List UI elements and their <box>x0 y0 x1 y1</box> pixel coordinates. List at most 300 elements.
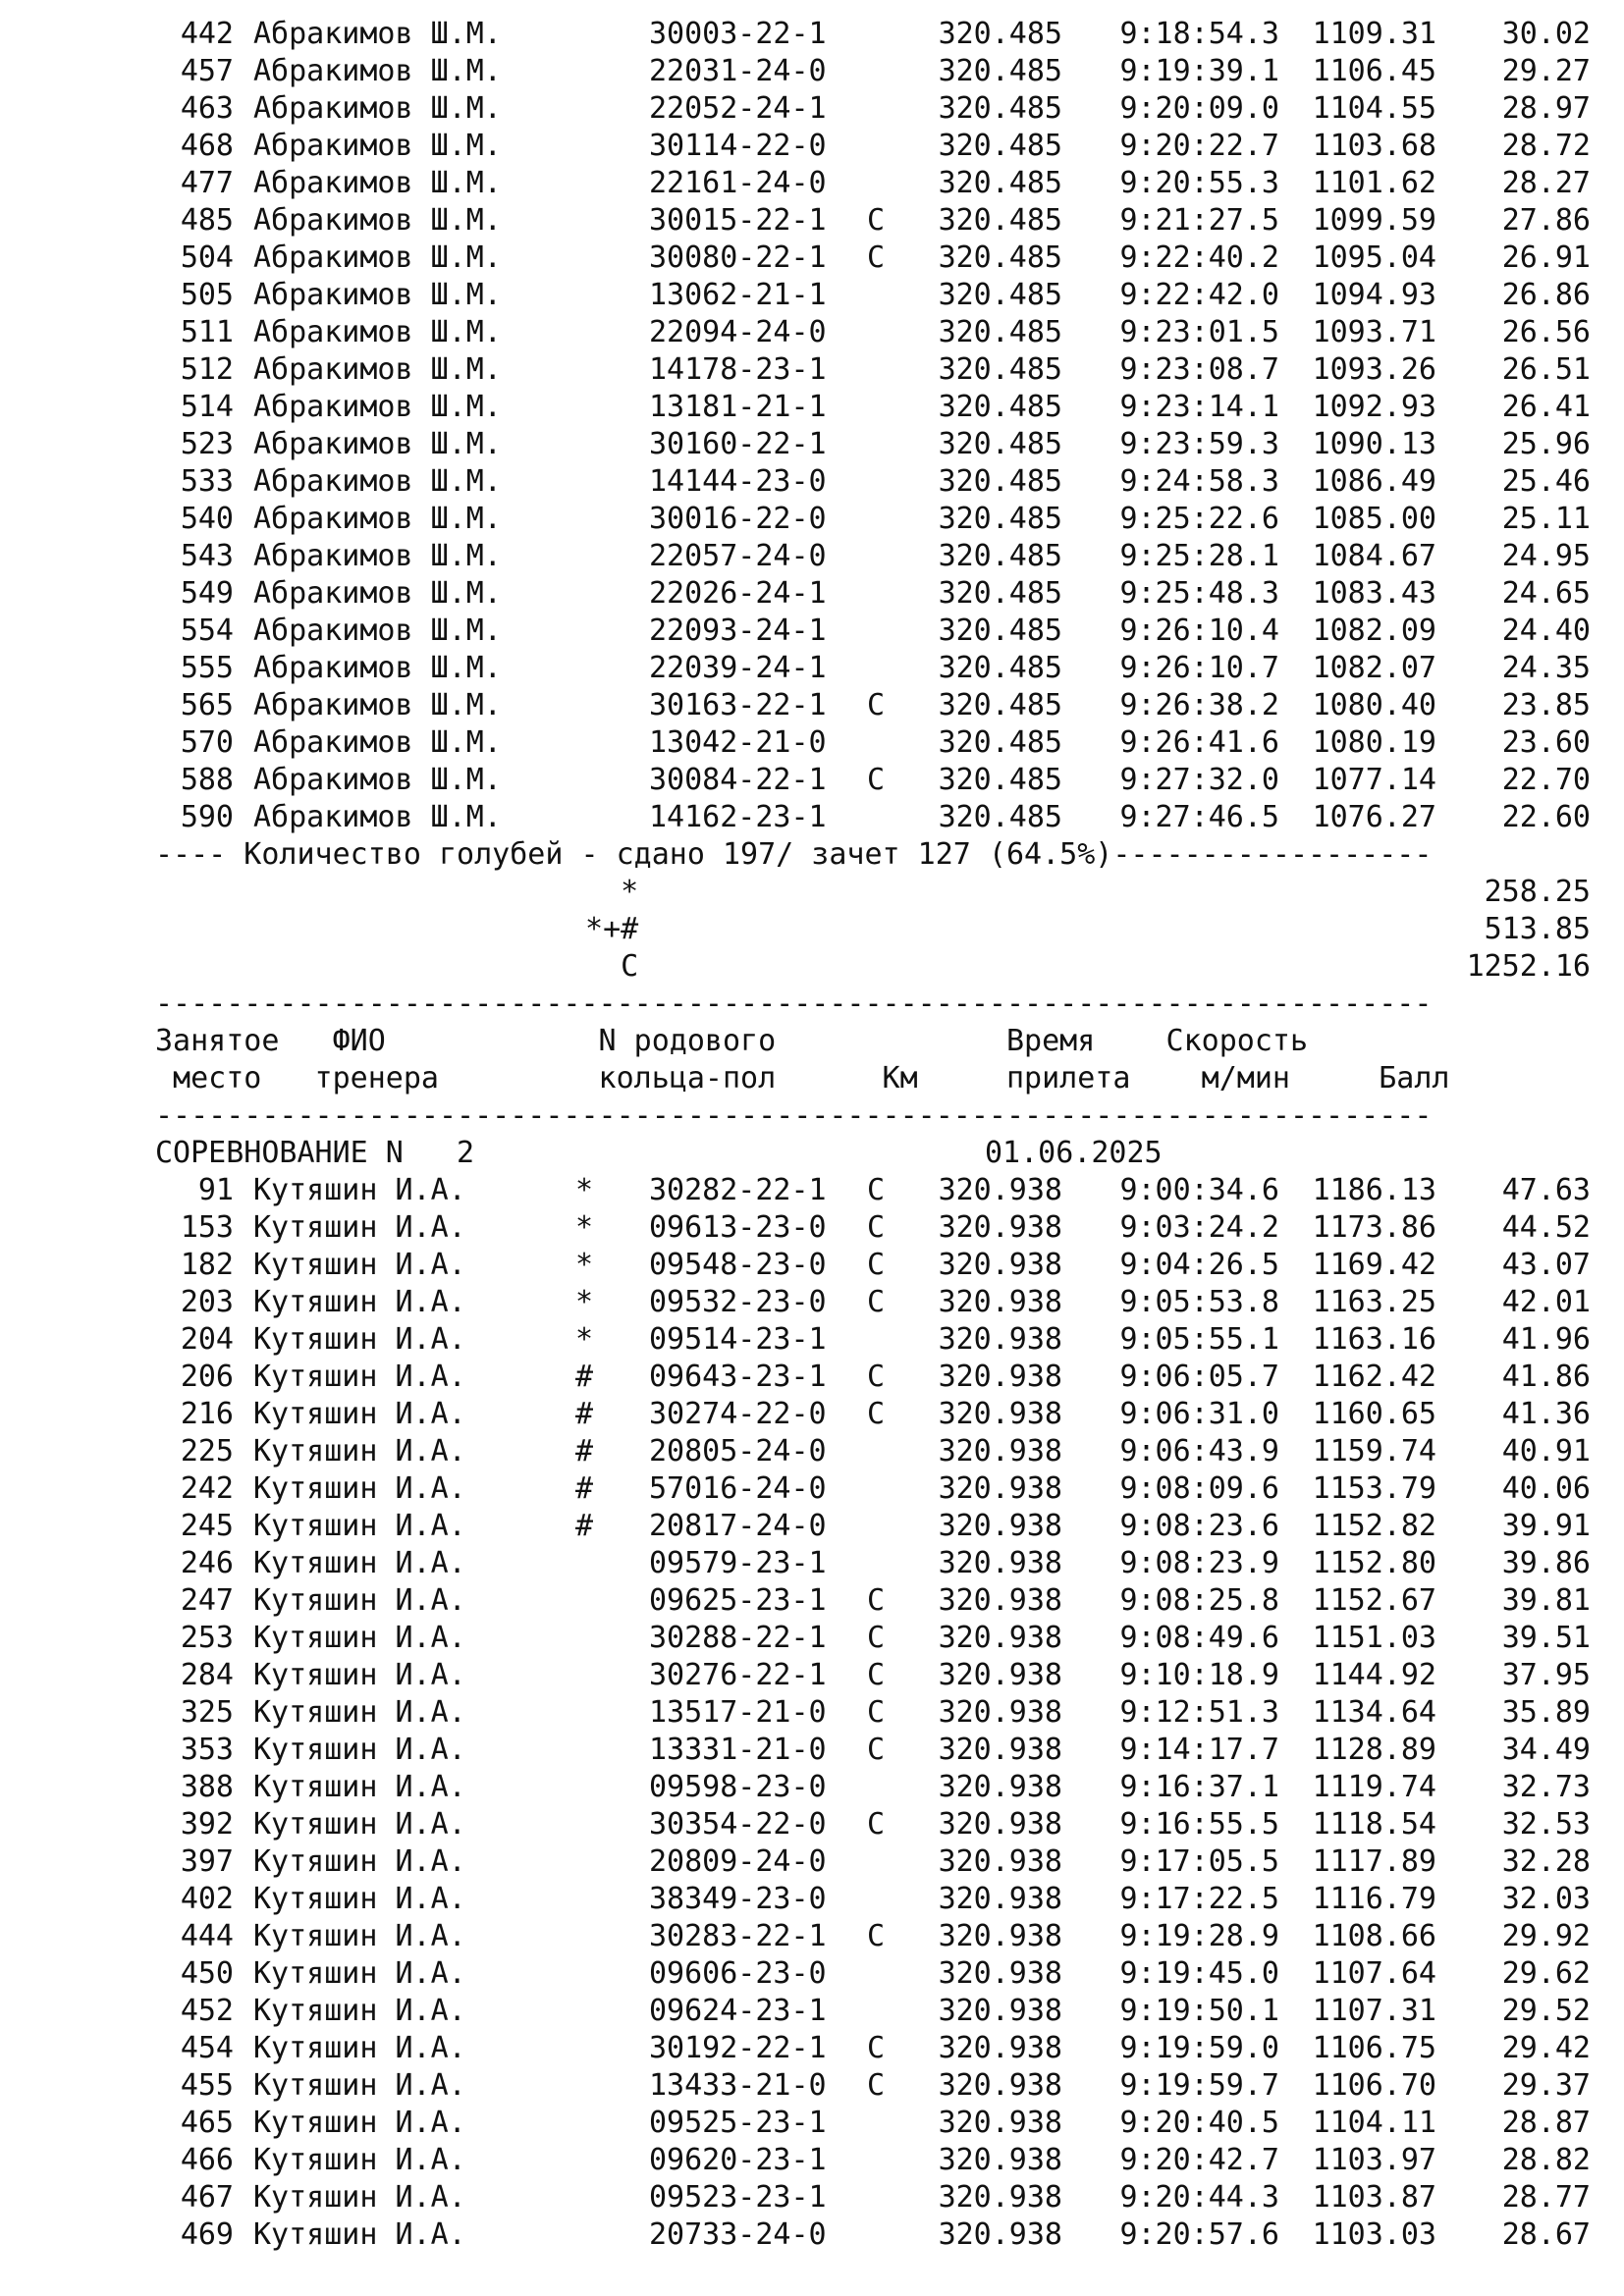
arrival-time: 9:08:25.8 <box>1119 1583 1279 1618</box>
rank-marker: # <box>574 1434 594 1468</box>
ring-number: 22093-24-1 <box>649 614 827 648</box>
count-summary-text: ---- Количество голубей - сдано 197/ зачет 127 (64.5%)------------------ <box>155 837 1433 872</box>
distance-km: 320.938 <box>938 1248 1062 1282</box>
table-row <box>155 613 1589 650</box>
ring-number: 09532-23-0 <box>649 1285 827 1319</box>
speed-value: 1163.16 <box>1312 1322 1436 1357</box>
score-value: 40.06 <box>1501 1471 1591 1506</box>
score-value: 39.51 <box>1501 1621 1591 1655</box>
place-number: 554 <box>180 614 234 648</box>
rank-marker: * <box>574 1173 594 1207</box>
table-row <box>155 1993 1589 2030</box>
summary-symbol: С <box>568 949 639 984</box>
table-row <box>155 1284 1589 1321</box>
table-row <box>155 2142 1589 2179</box>
speed-value: 1163.25 <box>1312 1285 1436 1319</box>
table-row <box>155 53 1589 90</box>
distance-km: 320.485 <box>938 725 1062 760</box>
arrival-time: 9:08:23.9 <box>1119 1546 1279 1580</box>
speed-value: 1106.45 <box>1312 54 1436 88</box>
speed-value: 1106.75 <box>1312 2031 1436 2065</box>
distance-km: 320.938 <box>938 1471 1062 1506</box>
score-value: 28.87 <box>1501 2106 1591 2140</box>
rank-marker: # <box>574 1471 594 1506</box>
speed-value: 1159.74 <box>1312 1434 1436 1468</box>
place-number: 454 <box>180 2031 234 2065</box>
arrival-time: 9:20:55.3 <box>1119 166 1279 200</box>
distance-km: 320.485 <box>938 166 1062 200</box>
speed-value: 1080.19 <box>1312 725 1436 760</box>
score-value: 22.70 <box>1501 763 1591 797</box>
score-value: 41.86 <box>1501 1360 1591 1394</box>
table-row <box>155 351 1589 389</box>
table-row <box>155 1732 1589 1769</box>
sex-marker: С <box>867 1621 886 1655</box>
ring-number: 30084-22-1 <box>649 763 827 797</box>
arrival-time: 9:08:49.6 <box>1119 1621 1279 1655</box>
distance-km: 320.485 <box>938 278 1062 312</box>
ring-number: 09620-23-1 <box>649 2143 827 2177</box>
ring-number: 57016-24-0 <box>649 1471 827 1506</box>
place-number: 284 <box>180 1658 234 1692</box>
place-number: 514 <box>180 390 234 424</box>
sex-marker: С <box>867 1733 886 1767</box>
ring-number: 09579-23-1 <box>649 1546 827 1580</box>
trainer-name: Абракимов Ш.М. <box>253 390 502 424</box>
place-number: 91 <box>197 1173 234 1207</box>
score-value: 39.91 <box>1501 1509 1591 1543</box>
sex-marker: С <box>867 1248 886 1282</box>
table-row <box>155 1209 1589 1247</box>
table-row <box>155 1433 1589 1470</box>
competition-heading <box>155 1135 1589 1172</box>
arrival-time: 9:06:05.7 <box>1119 1360 1279 1394</box>
score-value: 34.49 <box>1501 1733 1591 1767</box>
speed-value: 1144.92 <box>1312 1658 1436 1692</box>
distance-km: 320.485 <box>938 315 1062 349</box>
table-row <box>155 2030 1589 2067</box>
table-row <box>155 165 1589 202</box>
distance-km: 320.485 <box>938 614 1062 648</box>
ring-number: 20805-24-0 <box>649 1434 827 1468</box>
arrival-time: 9:19:45.0 <box>1119 1956 1279 1991</box>
speed-value: 1108.66 <box>1312 1919 1436 1953</box>
trainer-name: Кутяшин И.А. <box>253 1919 466 1953</box>
table-row <box>155 1806 1589 1843</box>
ring-number: 22161-24-0 <box>649 166 827 200</box>
distance-km: 320.938 <box>938 2068 1062 2103</box>
ring-number: 13042-21-0 <box>649 725 827 760</box>
table-row <box>155 202 1589 240</box>
ring-number: 09625-23-1 <box>649 1583 827 1618</box>
arrival-time: 9:03:24.2 <box>1119 1210 1279 1245</box>
score-value: 37.95 <box>1501 1658 1591 1692</box>
trainer-name: Кутяшин И.А. <box>253 1546 466 1580</box>
speed-value: 1095.04 <box>1312 240 1436 275</box>
place-number: 455 <box>180 2068 234 2103</box>
arrival-time: 9:16:37.1 <box>1119 1770 1279 1804</box>
table-row <box>155 1247 1589 1284</box>
score-value: 24.65 <box>1501 576 1591 611</box>
distance-km: 320.485 <box>938 763 1062 797</box>
table-row <box>155 314 1589 351</box>
trainer-name: Кутяшин И.А. <box>253 2180 466 2215</box>
summary-symbol: *+# <box>568 912 639 946</box>
ring-number: 20809-24-0 <box>649 1844 827 1879</box>
ring-number: 09598-23-0 <box>649 1770 827 1804</box>
score-value: 24.35 <box>1501 651 1591 685</box>
distance-km: 320.938 <box>938 1956 1062 1991</box>
separator-line <box>155 1097 1589 1135</box>
score-value: 43.07 <box>1501 1248 1591 1282</box>
arrival-time: 9:08:09.6 <box>1119 1471 1279 1506</box>
distance-km: 320.938 <box>938 2106 1062 2140</box>
score-value: 39.81 <box>1501 1583 1591 1618</box>
trainer-name: Кутяшин И.А. <box>253 1807 466 1842</box>
place-number: 469 <box>180 2217 234 2252</box>
score-value: 29.92 <box>1501 1919 1591 1953</box>
speed-value: 1116.79 <box>1312 1882 1436 1916</box>
place-number: 153 <box>180 1210 234 1245</box>
ring-number: 30192-22-1 <box>649 2031 827 2065</box>
place-number: 392 <box>180 1807 234 1842</box>
place-number: 225 <box>180 1434 234 1468</box>
sex-marker: С <box>867 1658 886 1692</box>
place-number: 465 <box>180 2106 234 2140</box>
score-value: 41.96 <box>1501 1322 1591 1357</box>
speed-value: 1109.31 <box>1312 17 1436 51</box>
score-value: 22.60 <box>1501 800 1591 834</box>
ring-number: 09525-23-1 <box>649 2106 827 2140</box>
trainer-name: Абракимов Ш.М. <box>253 688 502 722</box>
speed-value: 1090.13 <box>1312 427 1436 461</box>
score-value: 24.40 <box>1501 614 1591 648</box>
arrival-time: 9:12:51.3 <box>1119 1695 1279 1730</box>
trainer-name: Абракимов Ш.М. <box>253 17 502 51</box>
rank-marker: * <box>574 1285 594 1319</box>
trainer-name: Кутяшин И.А. <box>253 1360 466 1394</box>
arrival-time: 9:00:34.6 <box>1119 1173 1279 1207</box>
table-row <box>155 1396 1589 1433</box>
trainer-name: Абракимов Ш.М. <box>253 278 502 312</box>
score-value: 30.02 <box>1501 17 1591 51</box>
place-number: 444 <box>180 1919 234 1953</box>
ring-number: 22026-24-1 <box>649 576 827 611</box>
ring-number: 30114-22-0 <box>649 129 827 163</box>
score-value: 28.27 <box>1501 166 1591 200</box>
speed-value: 1085.00 <box>1312 502 1436 536</box>
score-value: 44.52 <box>1501 1210 1591 1245</box>
trainer-name: Абракимов Ш.М. <box>253 539 502 573</box>
distance-km: 320.938 <box>938 2143 1062 2177</box>
distance-km: 320.938 <box>938 1658 1062 1692</box>
table-row <box>155 501 1589 538</box>
ring-number: 14144-23-0 <box>649 464 827 499</box>
place-number: 549 <box>180 576 234 611</box>
trainer-name: Кутяшин И.А. <box>253 1210 466 1245</box>
place-number: 565 <box>180 688 234 722</box>
score-value: 29.37 <box>1501 2068 1591 2103</box>
distance-km: 320.938 <box>938 1397 1062 1431</box>
rank-marker: * <box>574 1248 594 1282</box>
score-value: 32.28 <box>1501 1844 1591 1879</box>
distance-km: 320.938 <box>938 1733 1062 1767</box>
trainer-name: Кутяшин И.А. <box>253 2217 466 2252</box>
arrival-time: 9:04:26.5 <box>1119 1248 1279 1282</box>
place-number: 204 <box>180 1322 234 1357</box>
place-number: 588 <box>180 763 234 797</box>
speed-value: 1151.03 <box>1312 1621 1436 1655</box>
distance-km: 320.485 <box>938 800 1062 834</box>
count-summary-line <box>155 836 1589 874</box>
table-row <box>155 1843 1589 1881</box>
table-row <box>155 1657 1589 1694</box>
score-value: 32.73 <box>1501 1770 1591 1804</box>
speed-value: 1117.89 <box>1312 1844 1436 1879</box>
trainer-name: Абракимов Ш.М. <box>253 464 502 499</box>
place-number: 325 <box>180 1695 234 1730</box>
speed-value: 1118.54 <box>1312 1807 1436 1842</box>
distance-km: 320.485 <box>938 203 1062 238</box>
arrival-time: 9:05:55.1 <box>1119 1322 1279 1357</box>
arrival-time: 9:21:27.5 <box>1119 203 1279 238</box>
column-header-line-1 <box>155 1023 1589 1060</box>
arrival-time: 9:20:09.0 <box>1119 91 1279 126</box>
place-number: 242 <box>180 1471 234 1506</box>
trainer-name: Кутяшин И.А. <box>253 1397 466 1431</box>
place-number: 533 <box>180 464 234 499</box>
trainer-name: Кутяшин И.А. <box>253 1844 466 1879</box>
place-number: 388 <box>180 1770 234 1804</box>
rank-marker: # <box>574 1509 594 1543</box>
table-row <box>155 650 1589 687</box>
ring-number: 30080-22-1 <box>649 240 827 275</box>
table-row <box>155 277 1589 314</box>
trainer-name: Кутяшин И.А. <box>253 1583 466 1618</box>
sex-marker: С <box>867 1583 886 1618</box>
place-number: 485 <box>180 203 234 238</box>
place-number: 463 <box>180 91 234 126</box>
score-value: 39.86 <box>1501 1546 1591 1580</box>
sex-marker: С <box>867 688 886 722</box>
rank-marker: # <box>574 1360 594 1394</box>
score-value: 28.97 <box>1501 91 1591 126</box>
ring-number: 38349-23-0 <box>649 1882 827 1916</box>
ring-number: 09643-23-1 <box>649 1360 827 1394</box>
speed-value: 1103.68 <box>1312 129 1436 163</box>
trainer-name: Кутяшин И.А. <box>253 1248 466 1282</box>
ring-number: 09548-23-0 <box>649 1248 827 1282</box>
speed-value: 1173.86 <box>1312 1210 1436 1245</box>
score-value: 26.91 <box>1501 240 1591 275</box>
ring-number: 22094-24-0 <box>649 315 827 349</box>
speed-value: 1099.59 <box>1312 203 1436 238</box>
speed-value: 1160.65 <box>1312 1397 1436 1431</box>
arrival-time: 9:17:22.5 <box>1119 1882 1279 1916</box>
arrival-time: 9:22:42.0 <box>1119 278 1279 312</box>
trainer-name: Кутяшин И.А. <box>253 1733 466 1767</box>
arrival-time: 9:06:43.9 <box>1119 1434 1279 1468</box>
trainer-name: Кутяшин И.А. <box>253 1621 466 1655</box>
table-row <box>155 1918 1589 1955</box>
ring-number: 30016-22-0 <box>649 502 827 536</box>
arrival-time: 9:25:22.6 <box>1119 502 1279 536</box>
distance-km: 320.938 <box>938 1844 1062 1879</box>
place-number: 477 <box>180 166 234 200</box>
table-row <box>155 2067 1589 2105</box>
score-value: 24.95 <box>1501 539 1591 573</box>
speed-value: 1153.79 <box>1312 1471 1436 1506</box>
speed-value: 1103.87 <box>1312 2180 1436 2215</box>
score-value: 29.27 <box>1501 54 1591 88</box>
table-row <box>155 426 1589 463</box>
ring-number: 22031-24-0 <box>649 54 827 88</box>
place-number: 253 <box>180 1621 234 1655</box>
score-value: 32.53 <box>1501 1807 1591 1842</box>
ring-number: 22039-24-1 <box>649 651 827 685</box>
speed-value: 1104.55 <box>1312 91 1436 126</box>
trainer-name: Абракимов Ш.М. <box>253 763 502 797</box>
trainer-name: Кутяшин И.А. <box>253 2143 466 2177</box>
speed-value: 1077.14 <box>1312 763 1436 797</box>
ring-number: 30354-22-0 <box>649 1807 827 1842</box>
ring-number: 13517-21-0 <box>649 1695 827 1730</box>
score-value: 29.62 <box>1501 1956 1591 1991</box>
table-row <box>155 1769 1589 1806</box>
arrival-time: 9:20:44.3 <box>1119 2180 1279 2215</box>
ring-number: 20733-24-0 <box>649 2217 827 2252</box>
speed-value: 1134.64 <box>1312 1695 1436 1730</box>
ring-number: 09606-23-0 <box>649 1956 827 1991</box>
trainer-name: Кутяшин И.А. <box>253 1285 466 1319</box>
score-value: 23.85 <box>1501 688 1591 722</box>
speed-value: 1093.26 <box>1312 352 1436 387</box>
trainer-name: Кутяшин И.А. <box>253 1994 466 2028</box>
ring-number: 09613-23-0 <box>649 1210 827 1245</box>
distance-km: 320.938 <box>938 1583 1062 1618</box>
score-value: 26.86 <box>1501 278 1591 312</box>
speed-value: 1107.64 <box>1312 1956 1436 1991</box>
place-number: 353 <box>180 1733 234 1767</box>
speed-value: 1092.93 <box>1312 390 1436 424</box>
distance-km: 320.485 <box>938 390 1062 424</box>
trainer-name: Абракимов Ш.М. <box>253 427 502 461</box>
trainer-name: Абракимов Ш.М. <box>253 800 502 834</box>
distance-km: 320.485 <box>938 54 1062 88</box>
trainer-name: Абракимов Ш.М. <box>253 576 502 611</box>
trainer-name: Кутяшин И.А. <box>253 1956 466 1991</box>
distance-km: 320.485 <box>938 576 1062 611</box>
trainer-name: Абракимов Ш.М. <box>253 203 502 238</box>
score-value: 28.82 <box>1501 2143 1591 2177</box>
ring-number: 30276-22-1 <box>649 1658 827 1692</box>
place-number: 555 <box>180 651 234 685</box>
trainer-name: Абракимов Ш.М. <box>253 352 502 387</box>
ring-number: 13433-21-0 <box>649 2068 827 2103</box>
table-row <box>155 1172 1589 1209</box>
distance-km: 320.938 <box>938 1621 1062 1655</box>
sex-marker: С <box>867 1210 886 1245</box>
score-value: 25.11 <box>1501 502 1591 536</box>
speed-value: 1186.13 <box>1312 1173 1436 1207</box>
place-number: 505 <box>180 278 234 312</box>
sex-marker: С <box>867 1919 886 1953</box>
summary-value: 258.25 <box>1484 875 1591 909</box>
sex-marker: С <box>867 240 886 275</box>
table-row <box>155 240 1589 277</box>
distance-km: 320.938 <box>938 1919 1062 1953</box>
place-number: 182 <box>180 1248 234 1282</box>
ring-number: 13062-21-1 <box>649 278 827 312</box>
speed-value: 1103.03 <box>1312 2217 1436 2252</box>
score-value: 23.60 <box>1501 725 1591 760</box>
arrival-time: 9:23:01.5 <box>1119 315 1279 349</box>
distance-km: 320.485 <box>938 129 1062 163</box>
place-number: 543 <box>180 539 234 573</box>
ring-number: 09523-23-1 <box>649 2180 827 2215</box>
trainer-name: Абракимов Ш.М. <box>253 240 502 275</box>
speed-value: 1076.27 <box>1312 800 1436 834</box>
speed-value: 1152.67 <box>1312 1583 1436 1618</box>
table-row <box>155 575 1589 613</box>
table-row <box>155 724 1589 762</box>
speed-value: 1128.89 <box>1312 1733 1436 1767</box>
ring-number: 30288-22-1 <box>649 1621 827 1655</box>
arrival-time: 9:22:40.2 <box>1119 240 1279 275</box>
arrival-time: 9:19:28.9 <box>1119 1919 1279 1953</box>
score-value: 28.72 <box>1501 129 1591 163</box>
distance-km: 320.938 <box>938 1360 1062 1394</box>
arrival-time: 9:19:39.1 <box>1119 54 1279 88</box>
score-value: 35.89 <box>1501 1695 1591 1730</box>
score-value: 26.56 <box>1501 315 1591 349</box>
trainer-name: Кутяшин И.А. <box>253 1434 466 1468</box>
score-value: 26.51 <box>1501 352 1591 387</box>
speed-value: 1104.11 <box>1312 2106 1436 2140</box>
score-value: 26.41 <box>1501 390 1591 424</box>
sex-marker: С <box>867 1695 886 1730</box>
table-row <box>155 687 1589 724</box>
place-number: 206 <box>180 1360 234 1394</box>
speed-value: 1093.71 <box>1312 315 1436 349</box>
column-header-text-2: место тренера кольца-пол Км прилета м/мин Балл <box>155 1061 1450 1095</box>
score-value: 47.63 <box>1501 1173 1591 1207</box>
table-row <box>155 1955 1589 1993</box>
arrival-time: 9:23:14.1 <box>1119 390 1279 424</box>
place-number: 540 <box>180 502 234 536</box>
place-number: 590 <box>180 800 234 834</box>
arrival-time: 9:20:40.5 <box>1119 2106 1279 2140</box>
speed-value: 1152.82 <box>1312 1509 1436 1543</box>
ring-number: 30003-22-1 <box>649 17 827 51</box>
ring-number: 14178-23-1 <box>649 352 827 387</box>
distance-km: 320.485 <box>938 17 1062 51</box>
place-number: 450 <box>180 1956 234 1991</box>
summary-value: 513.85 <box>1484 912 1591 946</box>
competition-title: СОРЕВНОВАНИЕ N 2 <box>155 1136 475 1170</box>
distance-km: 320.485 <box>938 651 1062 685</box>
distance-km: 320.938 <box>938 1285 1062 1319</box>
arrival-time: 9:26:41.6 <box>1119 725 1279 760</box>
trainer-name: Абракимов Ш.М. <box>253 166 502 200</box>
arrival-time: 9:19:59.7 <box>1119 2068 1279 2103</box>
arrival-time: 9:06:31.0 <box>1119 1397 1279 1431</box>
sex-marker: С <box>867 1173 886 1207</box>
speed-value: 1101.62 <box>1312 166 1436 200</box>
arrival-time: 9:25:48.3 <box>1119 576 1279 611</box>
speed-value: 1094.93 <box>1312 278 1436 312</box>
speed-value: 1084.67 <box>1312 539 1436 573</box>
